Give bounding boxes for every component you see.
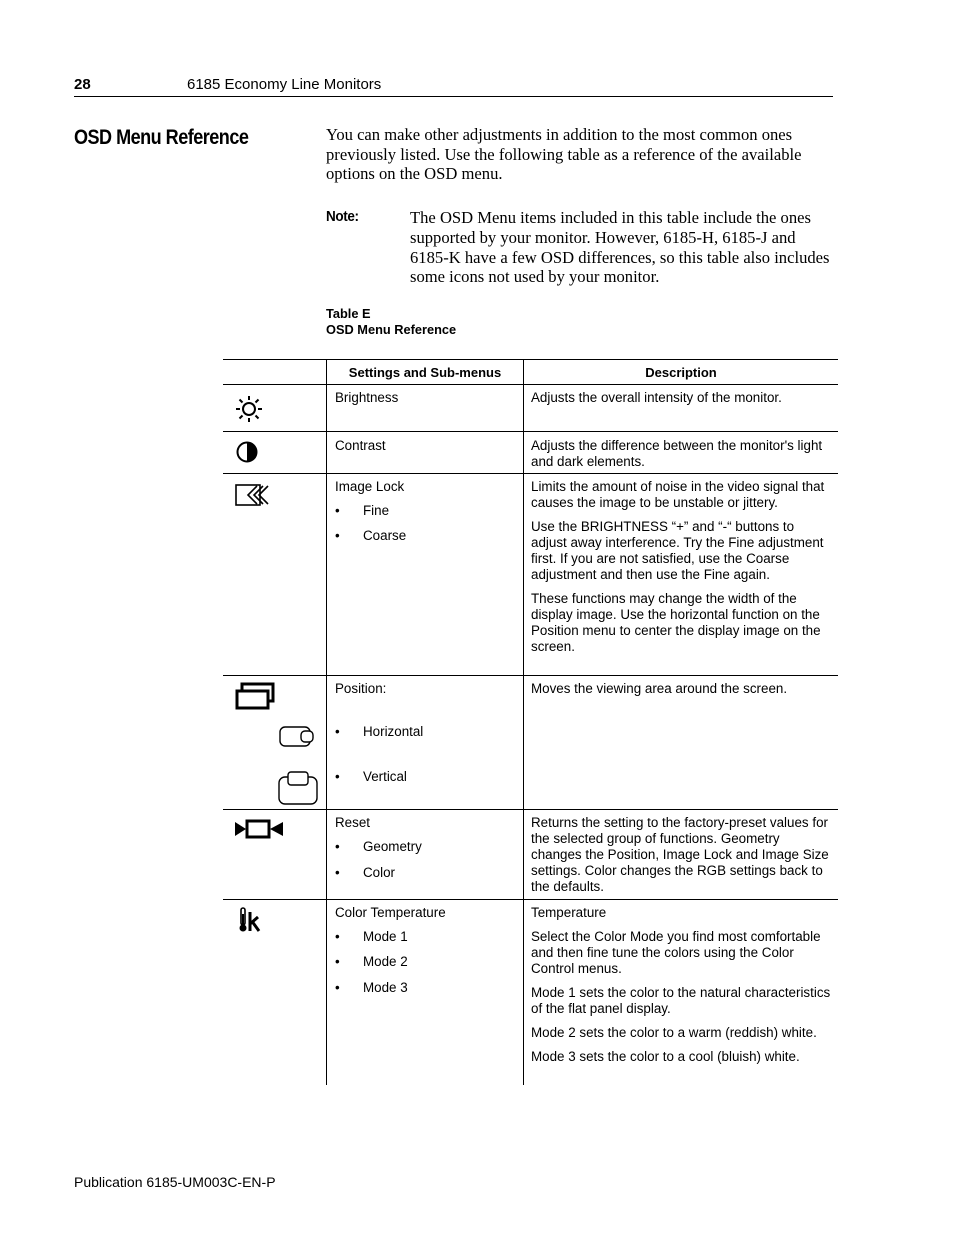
table-header-rule <box>223 384 838 385</box>
bullet-glyph: • <box>335 929 340 944</box>
setting-image-lock: Image Lock <box>335 479 405 494</box>
setting-position: Position: <box>335 681 387 696</box>
intro-paragraph: You can make other adjustments in addition to the most common ones previously listed. Use the following table as a reference of the available options on the OSD menu. <box>326 125 802 184</box>
setting-reset: Reset <box>335 815 370 830</box>
subitem-fine: Fine <box>363 503 390 518</box>
subitem-geometry: Geometry <box>363 839 422 854</box>
subitem-mode-3: Mode 3 <box>363 980 408 995</box>
description-contrast <box>531 438 831 478</box>
header-description: Description <box>645 365 717 380</box>
note-label: Note: <box>326 208 359 225</box>
bullet-glyph: • <box>335 724 340 739</box>
setting-color-temperature: Color Temperature <box>335 905 446 920</box>
subitem-vertical: Vertical <box>363 769 407 784</box>
header-rule <box>74 96 833 97</box>
bullet-glyph: • <box>335 980 340 995</box>
subitem-mode-1: Mode 1 <box>363 929 408 944</box>
description-paragraph: Temperature <box>531 905 607 920</box>
bullet-glyph: • <box>335 839 340 854</box>
setting-contrast: Contrast <box>335 438 386 453</box>
position-windows-icon <box>235 682 275 710</box>
row-divider <box>223 675 838 676</box>
subitem-horizontal: Horizontal <box>363 724 424 739</box>
vertical-position-icon <box>278 771 320 805</box>
note-text: The OSD Menu items included in this table include the ones supported by your monitor. However, 6185-H, 6185-J and 6185-K have a few OSD differences, so this table also includes some icons not used by your monitor. <box>410 208 830 287</box>
image-lock-icon <box>235 484 269 506</box>
table-top-rule <box>223 359 838 360</box>
description-paragraph: These functions may change the width of the display image. Use the horizontal function on the Position menu to center the display image on the screen. <box>531 591 821 654</box>
subitem-coarse: Coarse <box>363 528 407 543</box>
color-temperature-icon <box>238 907 266 933</box>
description-paragraph: Mode 1 sets the color to the natural characteristics of the flat panel display. <box>531 985 831 1016</box>
bullet-glyph: • <box>335 503 340 518</box>
contrast-half-circle-icon <box>236 441 258 463</box>
description-paragraph: Adjusts the difference between the monitor's light and dark elements. <box>531 438 823 469</box>
reset-icon <box>234 818 284 840</box>
description-paragraph: Mode 2 sets the color to a warm (reddish) white. <box>531 1025 817 1040</box>
header-settings: Settings and Sub-menus <box>348 365 502 380</box>
bullet-glyph: • <box>335 528 340 543</box>
description-paragraph: Use the BRIGHTNESS “+” and “-“ buttons to adjust away interference. Try the Fine adjustment first. If you are not satisfied, use the Coarse adjustment and then use the Fine again. <box>531 519 824 582</box>
description-paragraph: Moves the viewing area around the screen. <box>531 681 788 696</box>
running-title: 6185 Economy Line Monitors <box>187 76 382 93</box>
section-title: OSD Menu Reference <box>74 126 249 149</box>
description-paragraph: Returns the setting to the factory-preset values for the selected group of functions. Geometry changes the Position, Image Lock and Image Size settings. Color changes the RGB settings back to the defaults. <box>531 815 829 894</box>
row-divider <box>223 431 838 432</box>
bullet-glyph: • <box>335 865 340 880</box>
bullet-glyph: • <box>335 954 340 969</box>
description-reset <box>531 815 831 903</box>
column-divider <box>326 359 327 1085</box>
description-color-temperature <box>531 905 831 1073</box>
setting-brightness: Brightness <box>335 390 399 405</box>
description-paragraph: Select the Color Mode you find most comfortable and then fine tune the colors using the Color Control menus. <box>531 929 821 976</box>
horizontal-position-icon <box>279 726 315 748</box>
description-position <box>531 681 831 705</box>
table-caption-number: Table E <box>326 306 371 321</box>
description-paragraph: Limits the amount of noise in the video signal that causes the image to be unstable or jittery. <box>531 479 825 510</box>
brightness-sun-icon <box>236 396 262 422</box>
column-divider <box>523 359 524 1085</box>
bullet-glyph: • <box>335 769 340 784</box>
page-number: 28 <box>74 76 91 93</box>
description-image-lock <box>531 479 831 663</box>
publication-footer: Publication 6185-UM003C-EN-P <box>74 1174 276 1190</box>
table-caption-title: OSD Menu Reference <box>326 322 457 337</box>
row-divider <box>223 809 838 810</box>
description-paragraph: Mode 3 sets the color to a cool (bluish) white. <box>531 1049 800 1064</box>
subitem-mode-2: Mode 2 <box>363 954 408 969</box>
description-paragraph: Adjusts the overall intensity of the monitor. <box>531 390 782 405</box>
description-brightness <box>531 390 831 414</box>
subitem-color: Color <box>363 865 395 880</box>
